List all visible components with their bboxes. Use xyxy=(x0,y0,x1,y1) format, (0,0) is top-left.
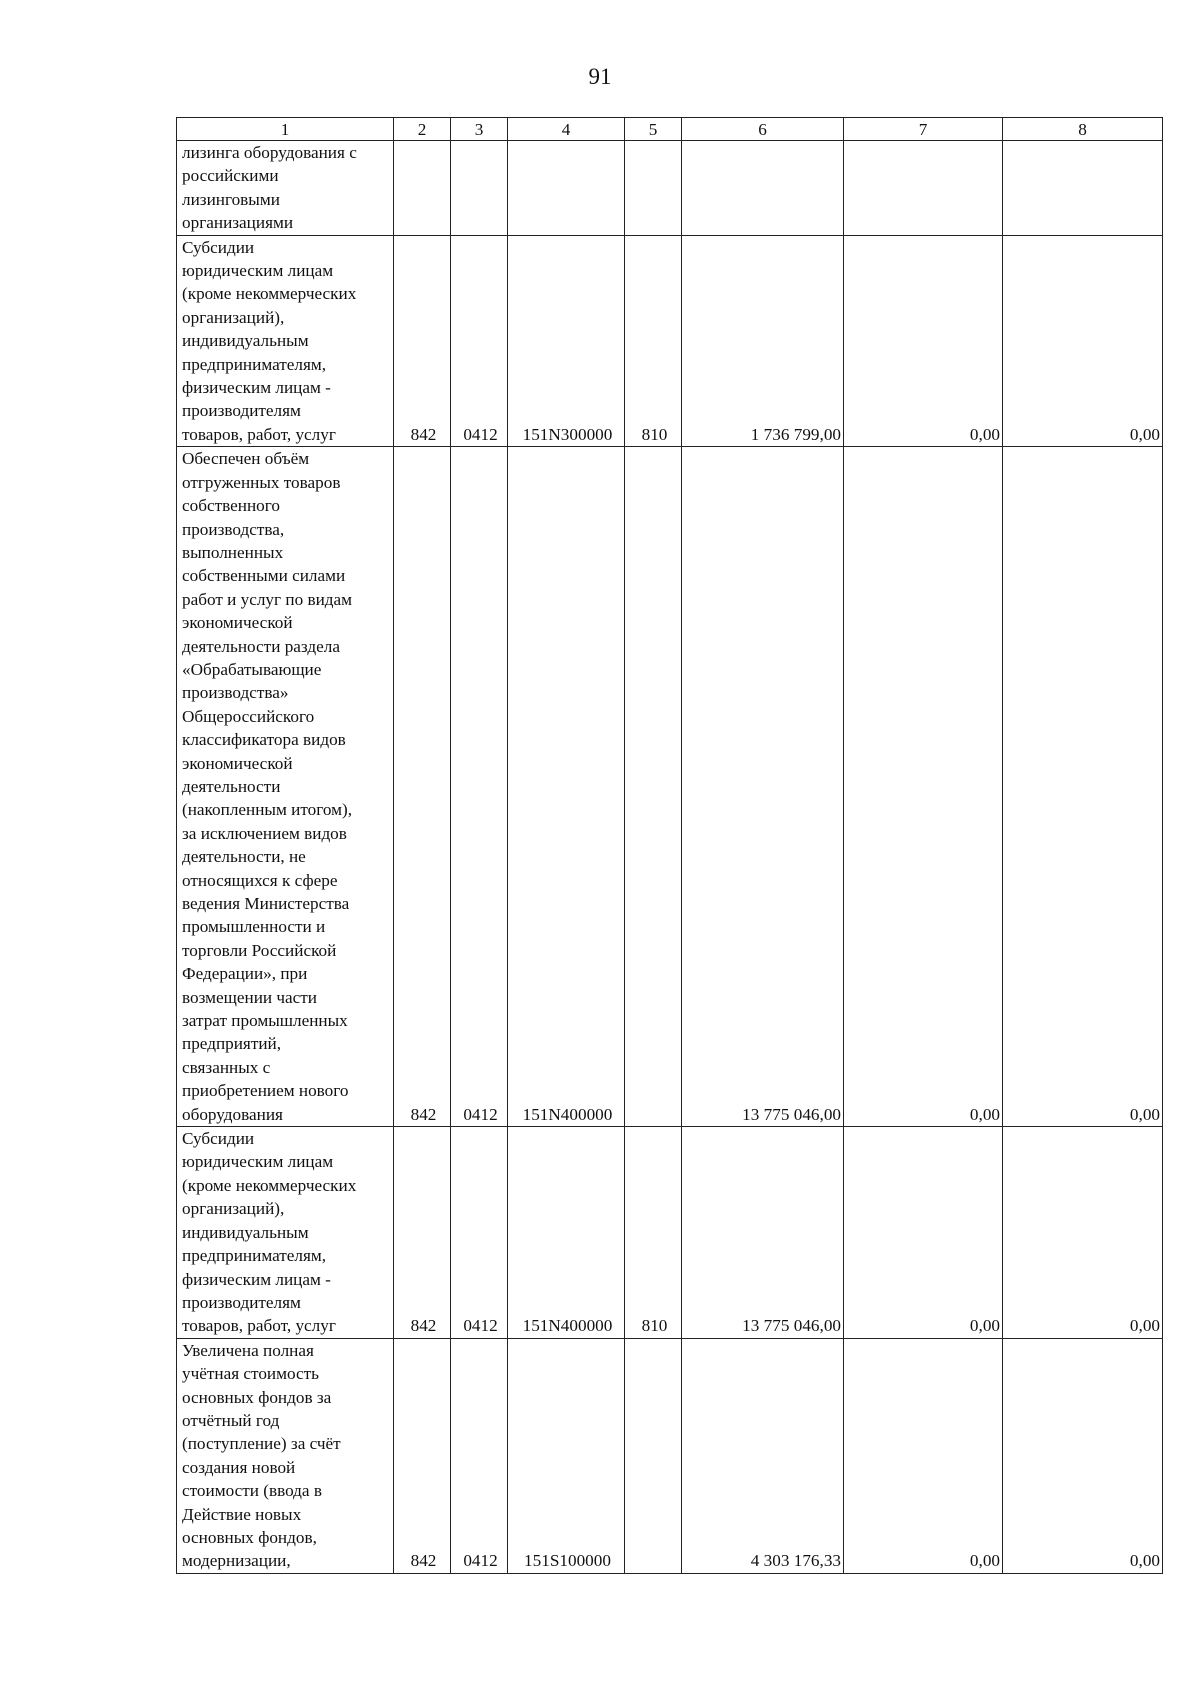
row-col-5 xyxy=(625,141,682,236)
table-header-row xyxy=(177,118,1163,141)
row-col-7: 0,00 xyxy=(844,1127,1003,1339)
row-col-7: 0,00 xyxy=(844,1338,1003,1573)
row-col-8 xyxy=(1003,141,1163,236)
row-col-6: 1 736 799,00 xyxy=(682,235,844,447)
row-col-3 xyxy=(451,141,508,236)
row-col-7: 0,00 xyxy=(844,447,1003,1127)
row-col-8: 0,00 xyxy=(1003,1338,1163,1573)
row-col-2 xyxy=(394,141,451,236)
row-col-3: 0412 xyxy=(451,235,508,447)
row-col-4: 151N400000 xyxy=(508,447,625,1127)
table-row xyxy=(177,141,1163,236)
row-col-8: 0,00 xyxy=(1003,1127,1163,1339)
header-col-2: 2 xyxy=(394,118,451,141)
table-row xyxy=(177,1338,1163,1573)
row-col-7: 0,00 xyxy=(844,235,1003,447)
row-description: лизинга оборудования с российскими лизинговыми организациями xyxy=(177,141,394,236)
page-number: 91 xyxy=(588,64,612,89)
row-col-5 xyxy=(625,447,682,1127)
header-col-6: 6 xyxy=(682,118,844,141)
row-col-5 xyxy=(625,1338,682,1573)
row-col-4 xyxy=(508,141,625,236)
row-col-7 xyxy=(844,141,1003,236)
row-description: Обеспечен объём отгруженных товаров собственного производства, выполненных собственными силами работ и услуг по видам экономической деятельности раздела «Обрабатывающие производства» Общероссийского классификатора видов экономической деятельности (накопленным итогом), за исключением видов деятельности, не относящихся к сфере ведения Министерства промышленности и торговли Российской Федерации», при возмещении части затрат промышленных предприятий, связанных с приобретением нового оборудования xyxy=(177,447,394,1127)
header-col-5: 5 xyxy=(625,118,682,141)
table-row xyxy=(177,447,1163,1127)
budget-table xyxy=(176,117,1163,1574)
row-description: Субсидии юридическим лицам (кроме некоммерческих организаций), индивидуальным предпринимателям, физическим лицам - производителям товаров, работ, услуг xyxy=(177,235,394,447)
header-col-7: 7 xyxy=(844,118,1003,141)
header-col-1: 1 xyxy=(177,118,394,141)
row-col-2: 842 xyxy=(394,447,451,1127)
table-row xyxy=(177,1127,1163,1339)
row-col-4: 151S100000 xyxy=(508,1338,625,1573)
row-description: Увеличена полная учётная стоимость основных фондов за отчётный год (поступление) за счёт создания новой стоимости (ввода в Действие новых основных фондов, модернизации, xyxy=(177,1338,394,1573)
header-col-4: 4 xyxy=(508,118,625,141)
row-col-2: 842 xyxy=(394,1127,451,1339)
row-col-4: 151N400000 xyxy=(508,1127,625,1339)
row-col-5: 810 xyxy=(625,1127,682,1339)
row-col-8: 0,00 xyxy=(1003,235,1163,447)
row-col-3: 0412 xyxy=(451,447,508,1127)
row-col-5: 810 xyxy=(625,235,682,447)
header-col-3: 3 xyxy=(451,118,508,141)
row-col-6: 13 775 046,00 xyxy=(682,1127,844,1339)
row-col-4: 151N300000 xyxy=(508,235,625,447)
row-description: Субсидии юридическим лицам (кроме некоммерческих организаций), индивидуальным предпринимателям, физическим лицам - производителям товаров, работ, услуг xyxy=(177,1127,394,1339)
row-col-6: 13 775 046,00 xyxy=(682,447,844,1127)
row-col-2: 842 xyxy=(394,1338,451,1573)
row-col-6 xyxy=(682,141,844,236)
row-col-2: 842 xyxy=(394,235,451,447)
header-col-8: 8 xyxy=(1003,118,1163,141)
row-col-8: 0,00 xyxy=(1003,447,1163,1127)
row-col-3: 0412 xyxy=(451,1127,508,1339)
table-row xyxy=(177,235,1163,447)
row-col-3: 0412 xyxy=(451,1338,508,1573)
row-col-6: 4 303 176,33 xyxy=(682,1338,844,1573)
